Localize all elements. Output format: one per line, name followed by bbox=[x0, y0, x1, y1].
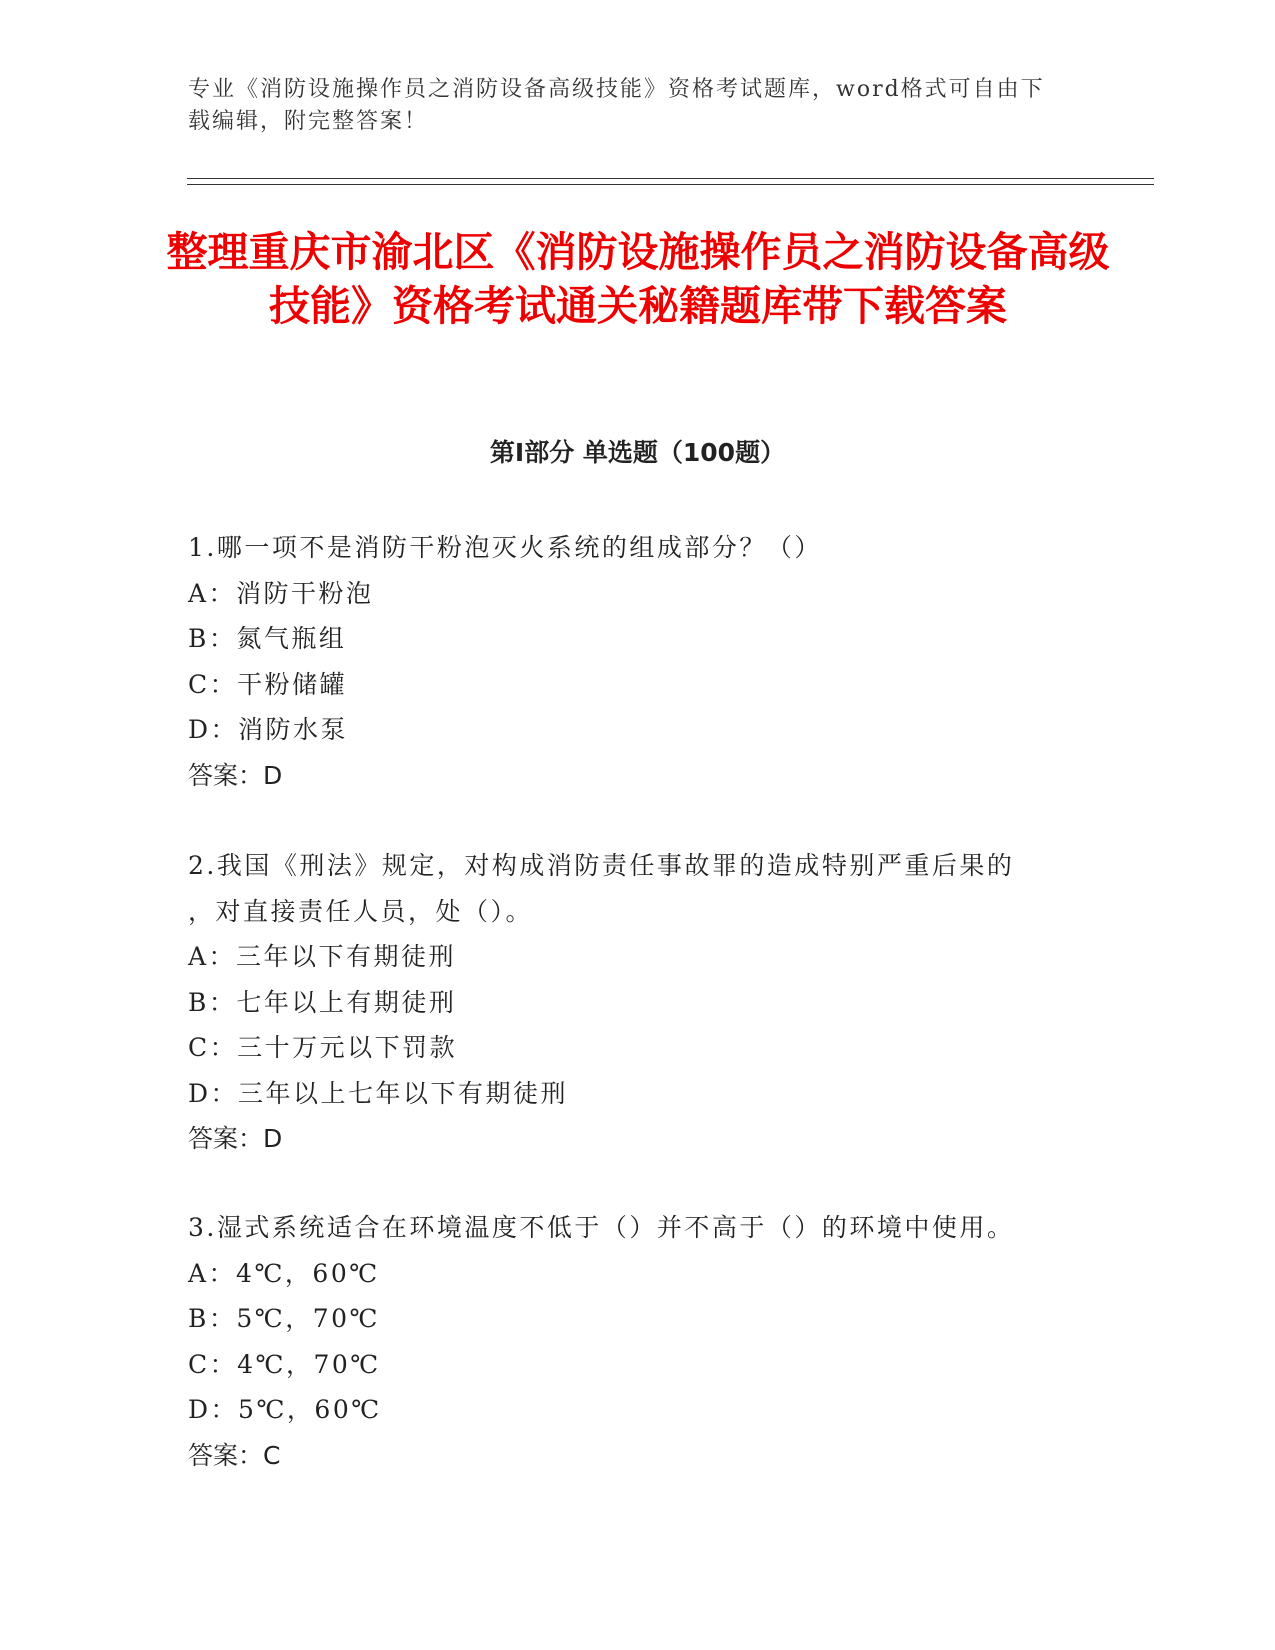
option-d: D：消防水泵 bbox=[188, 715, 349, 744]
question-stem-continued: ，对直接责任人员，处（）。 bbox=[188, 896, 534, 926]
question-2 bbox=[188, 843, 1068, 1162]
option-c: C：干粉储罐 bbox=[188, 669, 348, 699]
option-b: B：氮气瓶组 bbox=[188, 624, 347, 653]
document-intro: 专业《消防设施操作员之消防设备高级技能》资格考试题库，word格式可自由下载编辑，附完整答案！ bbox=[188, 77, 1045, 134]
option-a: A：4℃，60℃ bbox=[188, 1258, 380, 1288]
answer-line: 答案：C bbox=[188, 1440, 281, 1470]
option-d: D：三年以上七年以下有期徒刑 bbox=[188, 1078, 569, 1108]
option-a: A：三年以下有期徒刑 bbox=[188, 942, 457, 971]
question-3 bbox=[188, 1205, 1068, 1478]
header-divider-bottom bbox=[187, 184, 1154, 185]
option-c: C：4℃，70℃ bbox=[188, 1349, 381, 1379]
option-a: A：消防干粉泡 bbox=[188, 578, 374, 608]
question-stem: 3.湿式系统适合在环境温度不低于（）并不高于（）的环境中使用。 bbox=[188, 1213, 1015, 1242]
question-stem: 2.我国《刑法》规定，对构成消防责任事故罪的造成特别严重后果的 bbox=[188, 851, 1015, 880]
option-b: B：5℃，70℃ bbox=[188, 1304, 381, 1333]
option-b: B：七年以上有期徒刑 bbox=[188, 987, 457, 1017]
option-d: D：5℃，60℃ bbox=[188, 1395, 382, 1424]
document-title: 整理重庆市渝北区《消防设施操作员之消防设备高级技能》资格考试通关秘籍题库带下载答案 bbox=[166, 228, 1110, 330]
answer-line: 答案：D bbox=[188, 760, 283, 790]
question-stem: 1.哪一项不是消防干粉泡灭火系统的组成部分？（） bbox=[188, 533, 822, 562]
option-c: C：三十万元以下罚款 bbox=[188, 1033, 458, 1062]
section-heading: 第Ⅰ部分 单选题（100题） bbox=[489, 438, 786, 467]
header-divider-top bbox=[187, 178, 1154, 179]
answer-line: 答案：D bbox=[188, 1124, 283, 1153]
question-1 bbox=[188, 525, 1068, 798]
